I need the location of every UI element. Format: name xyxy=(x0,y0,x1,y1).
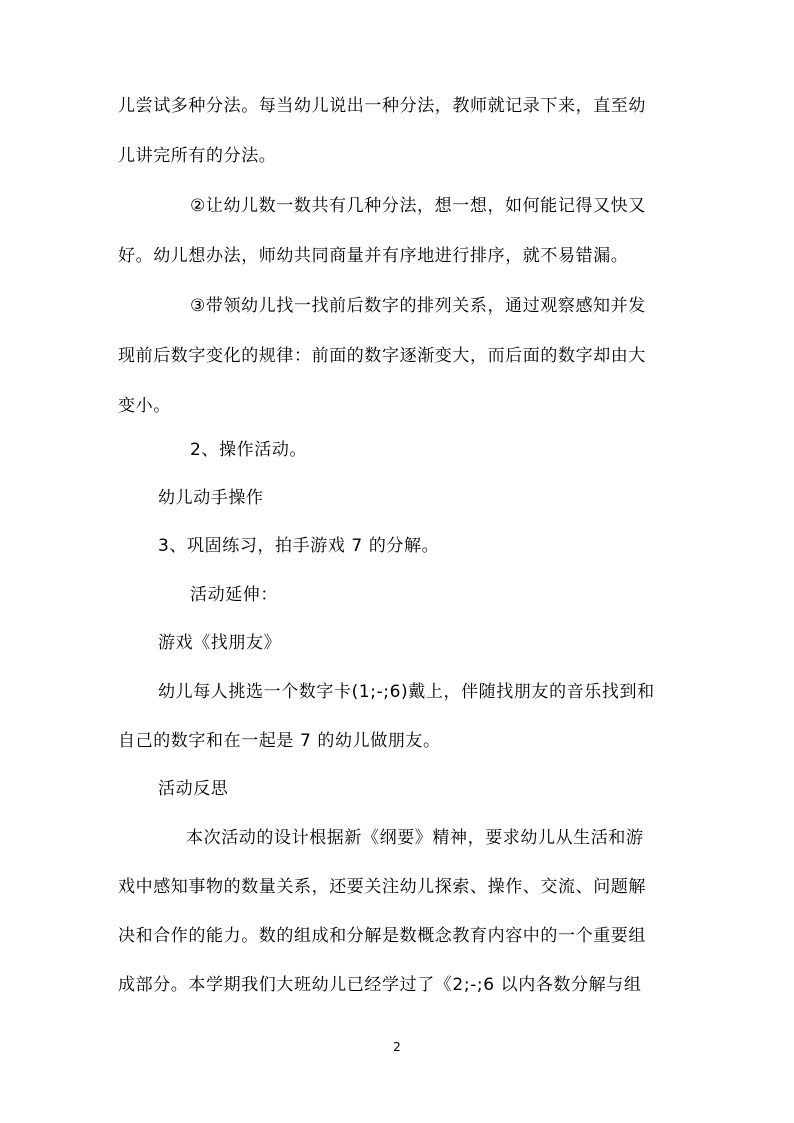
text-line-5: ③带领幼儿找一找前后数字的排列关系，通过观察感知并发 xyxy=(190,296,646,316)
text-line-7: 变小。 xyxy=(118,396,171,416)
text-line-1: 儿尝试多种分法。每当幼儿说出一种分法，教师就记录下来，直至幼 xyxy=(118,96,646,116)
text-line-17: 戏中感知事物的数量关系，还要关注幼儿探索、操作、交流、问题解 xyxy=(118,877,646,897)
text-line-4: 好。幼儿想办法，师幼共同商量并有序地进行排序，就不易错漏。 xyxy=(118,246,629,266)
section-heading-extension: 活动延伸： xyxy=(190,585,278,605)
text-line-12: 游戏《找朋友》 xyxy=(158,633,282,653)
text-line-18: 决和合作的能力。数的组成和分解是数概念教育内容中的一个重要组 xyxy=(118,926,646,946)
section-heading-reflection: 活动反思 xyxy=(158,779,229,799)
page-number: 2 xyxy=(393,1040,401,1054)
section-heading-practice: 3、巩固练习，拍手游戏 7 的分解。 xyxy=(158,536,440,556)
text-line-14: 自己的数字和在一起是 7 的幼儿做朋友。 xyxy=(118,731,441,751)
text-line-9: 幼儿动手操作 xyxy=(158,488,264,508)
text-line-3: ②让幼儿数一数共有几种分法，想一想，如何能记得又快又 xyxy=(190,196,646,216)
section-heading-operation: 2、操作活动。 xyxy=(190,440,308,460)
text-line-2: 儿讲完所有的分法。 xyxy=(118,146,277,166)
text-line-6: 现前后数字变化的规律：前面的数字逐渐变大，而后面的数字却由大 xyxy=(118,346,646,366)
text-line-16: 本次活动的设计根据新《纲要》精神，要求幼儿从生活和游 xyxy=(186,828,644,848)
text-line-19: 成部分。本学期我们大班幼儿已经学过了《2;-;6 以内各数分解与组 xyxy=(118,975,642,995)
text-line-13: 幼儿每人挑选一个数字卡(1;-;6)戴上，伴随找朋友的音乐找到和 xyxy=(158,682,655,702)
